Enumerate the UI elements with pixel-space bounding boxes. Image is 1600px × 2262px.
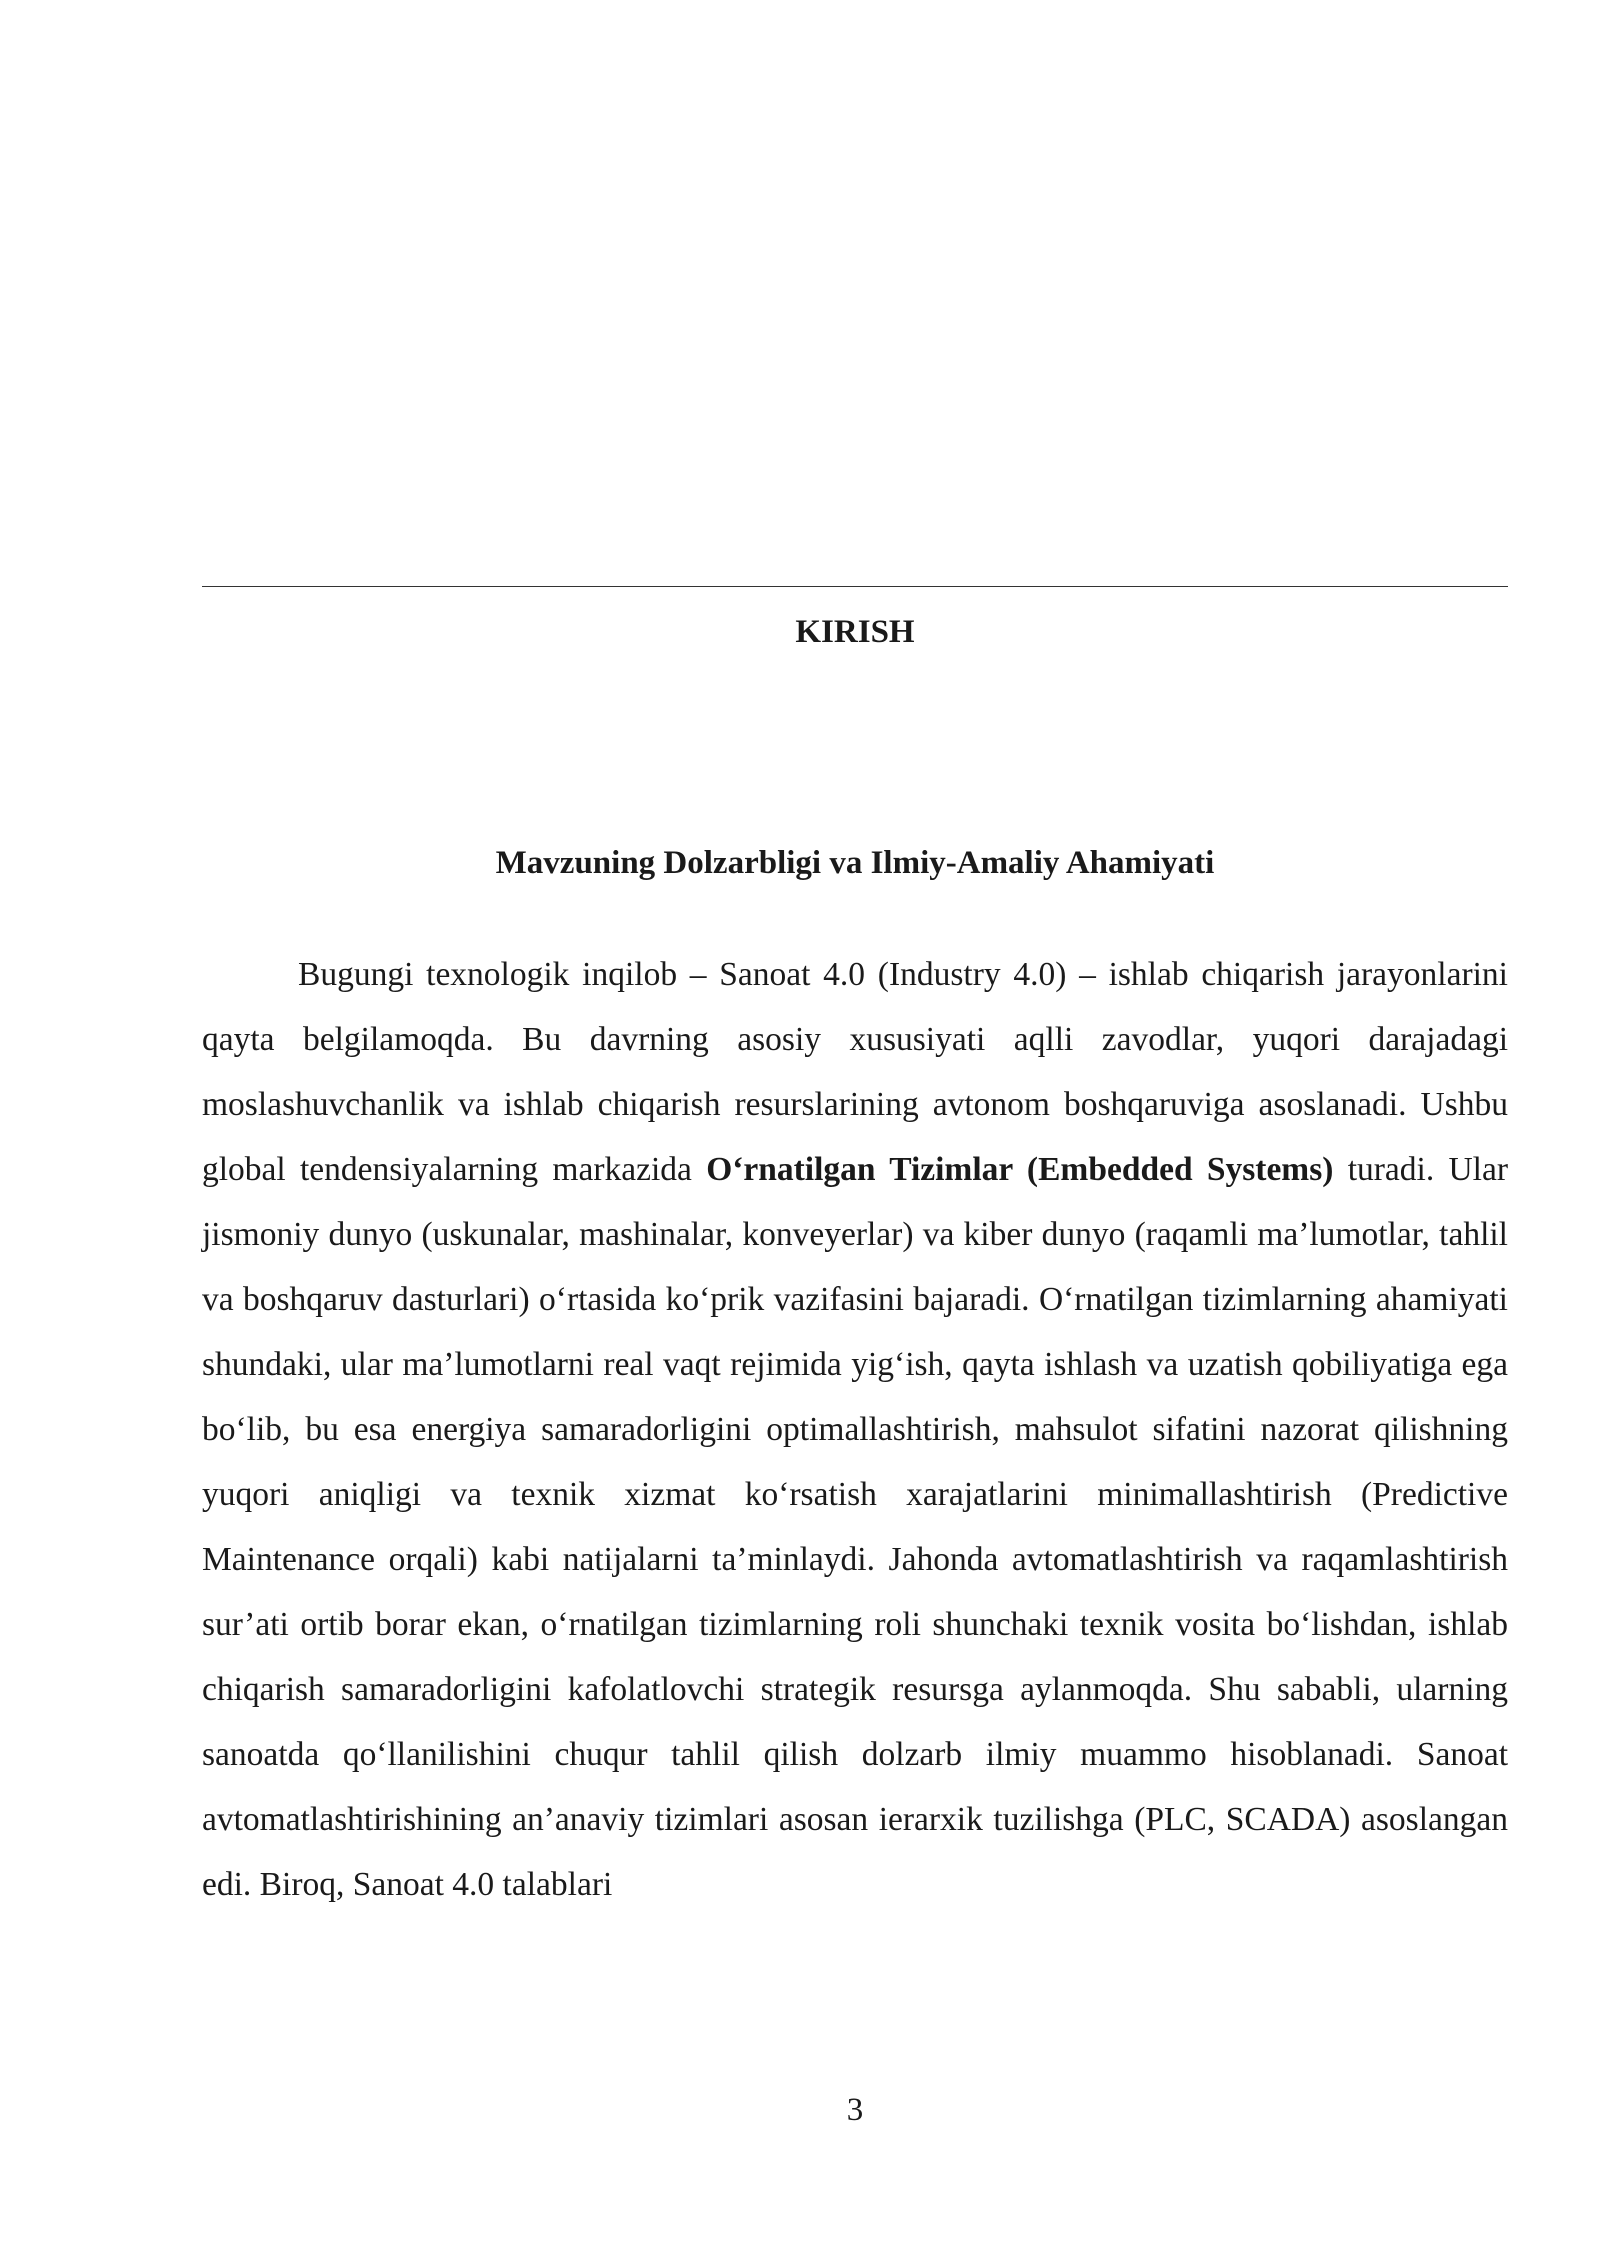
bold-term: O‘rnatilgan Tizimlar (Embedded Systems) [706,1151,1334,1188]
section-heading: Mavzuning Dolzarbligi va Ilmiy-Amaliy Ahamiyati [495,845,1215,881]
chapter-title: KIRISH [795,614,915,650]
header-divider-line [202,586,1508,587]
paragraph-text-part-1: Bugungi texnologik inqilob – Sanoat 4.0 (Industry 4.0) – ishlab chiqarish jarayonlarini qayta belgilamoqda. Bu davrning asosiy xususiyati aqlli zavodlar, yuqori darajadagi moslashuvchanlik va ishlab chiqarish resurslarining avtonom boshqaruviga asoslanadi. Ushbu global tendensiyalarning markazida [202,956,1508,1188]
body-paragraph [202,942,1508,1917]
paragraph-text-part-2: turadi. Ular jismoniy dunyo (uskunalar, mashinalar, konveyerlar) va kiber dunyo (raqamli ma’lumotlar, tahlil va boshqaruv dasturlari) o‘rtasida ko‘prik vazifasini bajaradi. O‘rnatilgan tizimlarning ahamiyati shundaki, ular ma’lumotlarni real vaqt rejimida yig‘ish, qayta ishlash va uzatish qobiliyatiga ega bo‘lib, bu esa energiya samaradorligini optimallashtirish, mahsulot sifatini nazorat qilishning yuqori aniqligi va texnik xizmat ko‘rsatish xarajatlarini minimallashtirish (Predictive Maintenance orqali) kabi natijalarni ta’minlaydi. Jahonda avtomatlashtirish va raqamlashtirish sur’ati ortib borar ekan, o‘rnatilgan tizimlarning roli shunchaki texnik vosita bo‘lishdan, ishlab chiqarish samaradorligini kafolatlovchi strategik resursga aylanmoqda. Shu sababli, ularning sanoatda qo‘llanilishini chuqur tahlil qilish dolzarb ilmiy muammo hisoblanadi. Sanoat avtomatlashtirishining an’anaviy tizimlari asosan ierarxik tuzilishga (PLC, SCADA) asoslangan edi. Biroq, Sanoat 4.0 talablari [202,1151,1508,1903]
page-number: 3 [846,2092,864,2128]
